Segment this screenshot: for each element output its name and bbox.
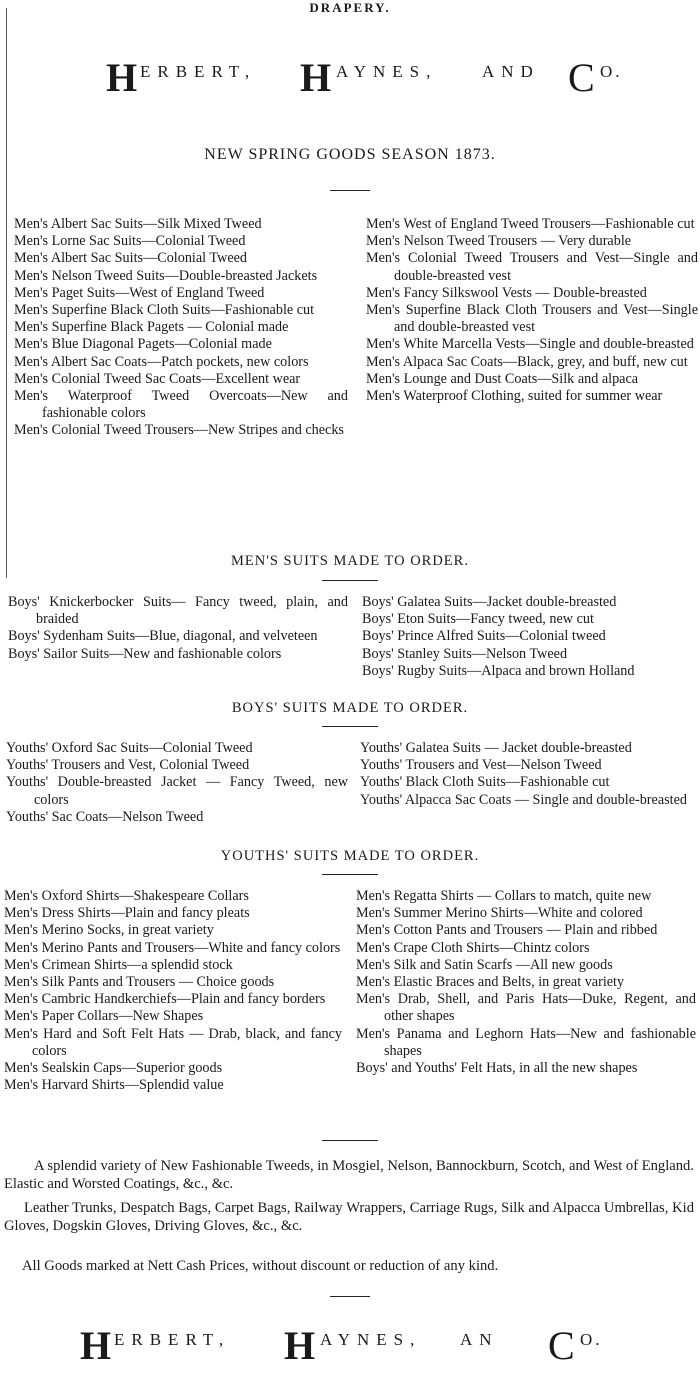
firm-word-aynes: AYNES, <box>320 1330 422 1349</box>
prices-paragraph <box>4 1258 694 1276</box>
list-item: Men's Sealskin Caps—Superior goods <box>4 1060 223 1077</box>
list-item: Men's White Marcella Vests—Single and double-breasted <box>366 336 694 353</box>
list-item: Men's Superfine Black Cloth Suits—Fashionable cut <box>14 302 315 319</box>
list-item: Men's Merino Socks, in great variety <box>4 922 214 939</box>
list-item: Men's Colonial Tweed Trousers and Vest—Single and double-breasted vest <box>366 250 698 284</box>
firm-initial-h: H <box>80 1323 112 1368</box>
list-item: Youths' Galatea Suits — Jacket double-breasted <box>360 740 632 756</box>
paragraph-text: Leather Trunks, Despatch Bags, Carpet Bags, Railway Wrappers, Carriage Rugs, Silk and Alpacca Umbrellas, Kid Gloves, Dogskin Gloves, Driving Gloves, &c., &c. <box>4 1200 694 1234</box>
list-item: Men's Merino Pants and Trousers—White and fancy colors <box>4 939 341 956</box>
tweeds-paragraph <box>4 1158 694 1193</box>
list-item: Men's Hard and Soft Felt Hats — Drab, black, and fancy colors <box>4 1025 342 1059</box>
list-item: Men's Elastic Braces and Belts, in great variety <box>356 974 625 991</box>
list-item: Boys' Knickerbocker Suits— Fancy tweed, plain, and braided <box>8 594 348 628</box>
firm-word-and: AND <box>482 62 540 81</box>
firm-word-co: O. <box>600 62 623 81</box>
accessories-paragraph <box>4 1200 694 1235</box>
firm-word-and: AN <box>460 1330 499 1349</box>
youths-list-right <box>360 740 696 809</box>
list-item: Men's Crape Cloth Shirts—Chintz colors <box>356 939 590 956</box>
mens-list-left <box>14 216 348 440</box>
firm-name-top <box>0 52 700 102</box>
firm-initial-c: C <box>568 55 595 100</box>
list-item: Youths' Sac Coats—Nelson Tweed <box>6 808 204 825</box>
firm-initial-h: H <box>284 1323 316 1368</box>
list-item: Men's Nelson Tweed Trousers — Very durable <box>366 233 632 250</box>
list-item: Men's Cotton Pants and Trousers — Plain and ribbed <box>356 922 658 939</box>
youths-section-heading: YOUTHS' SUITS MADE TO ORDER. <box>220 848 480 864</box>
list-item: Boys' Stanley Suits—Nelson Tweed <box>362 645 568 662</box>
firm-word-erbert: ERBERT, <box>114 1330 231 1349</box>
list-item: Men's Waterproof Tweed Overcoats—New and fashionable colors <box>14 388 348 422</box>
list-item: Men's Lounge and Dust Coats—Silk and alpaca <box>366 370 639 387</box>
list-item: Men's Drab, Shell, and Paris Hats—Duke, Regent, and other shapes <box>356 991 696 1025</box>
list-item: Boys' Sydenham Suits—Blue, diagonal, and velveteen <box>8 628 318 645</box>
firm-word-aynes: AYNES, <box>336 62 438 81</box>
list-item: Men's Cambric Handkerchiefs—Plain and fancy borders <box>4 991 326 1008</box>
list-item: Men's Silk Pants and Trousers — Choice goods <box>4 974 275 991</box>
divider <box>322 1140 378 1141</box>
firm-initial-h: H <box>300 55 332 100</box>
list-item: Men's Nelson Tweed Suits—Double-breasted Jackets <box>14 267 318 284</box>
divider <box>322 726 378 727</box>
list-item: Men's Colonial Tweed Trousers—New Stripes and checks <box>14 422 344 439</box>
firm-initial-h: H <box>106 55 138 100</box>
list-item: Boys' Sailor Suits—New and fashionable colors <box>8 645 282 662</box>
mens-section-heading: MEN'S SUITS MADE TO ORDER. <box>231 553 469 569</box>
list-item: Men's Fancy Silkswool Vests — Double-breasted <box>366 284 647 301</box>
firm-word-co: O. <box>580 1330 603 1349</box>
list-item: Men's Superfine Black Pagets — Colonial made <box>14 319 289 336</box>
mens-list-right <box>366 216 698 405</box>
firm-word-erbert: ERBERT, <box>140 62 257 81</box>
list-item: Men's Lorne Sac Suits—Colonial Tweed <box>14 233 246 250</box>
furnishings-list-right <box>356 888 696 1077</box>
section-header: DRAPERY. <box>309 0 391 15</box>
list-item: Men's Paget Suits—West of England Tweed <box>14 284 265 301</box>
youths-list-left <box>6 740 348 826</box>
list-item: Men's Regatta Shirts — Collars to match, quite new <box>356 888 652 904</box>
list-item: Youths' Oxford Sac Suits—Colonial Tweed <box>6 740 253 756</box>
list-item: Men's Colonial Tweed Sac Coats—Excellent wear <box>14 370 301 387</box>
season-title: NEW SPRING GOODS SEASON 1873. <box>204 146 496 163</box>
list-item: Youths' Trousers and Vest—Nelson Tweed <box>360 757 602 774</box>
list-item: Youths' Alpacca Sac Coats — Single and double-breasted <box>360 791 687 808</box>
list-item: Men's Superfine Black Cloth Trousers and Vest—Single and double-breasted vest <box>366 302 698 336</box>
boys-list-left <box>8 594 348 663</box>
list-item: Men's Albert Sac Suits—Silk Mixed Tweed <box>14 216 262 232</box>
list-item: Youths' Black Cloth Suits—Fashionable cut <box>360 774 610 791</box>
list-item: Men's Albert Sac Coats—Patch pockets, new colors <box>14 353 309 370</box>
divider <box>330 1296 370 1297</box>
list-item: Men's Albert Sac Suits—Colonial Tweed <box>14 250 248 267</box>
list-item: Boys' and Youths' Felt Hats, in all the new shapes <box>356 1060 638 1077</box>
list-item: Men's Summer Merino Shirts—White and colored <box>356 905 643 922</box>
list-item: Men's Harvard Shirts—Splendid value <box>4 1077 224 1094</box>
divider <box>322 874 378 875</box>
divider <box>322 580 378 581</box>
boys-section-heading: BOYS' SUITS MADE TO ORDER. <box>231 700 469 716</box>
list-item: Men's Alpaca Sac Coats—Black, grey, and buff, new cut <box>366 353 688 370</box>
firm-name-bottom <box>0 1318 700 1368</box>
firm-initial-c: C <box>548 1323 575 1368</box>
list-item: Men's Dress Shirts—Plain and fancy pleats <box>4 905 250 922</box>
list-item: Men's Crimean Shirts—a splendid stock <box>4 956 233 973</box>
list-item: Youths' Trousers and Vest, Colonial Tweed <box>6 757 250 774</box>
list-item: Men's Paper Collars—New Shapes <box>4 1008 204 1025</box>
furnishings-list-left <box>4 888 342 1094</box>
paragraph-text: A splendid variety of New Fashionable Tweeds, in Mosgiel, Nelson, Bannockburn, Scotch, and West of England. Elastic and Worsted Coatings, &c., &c. <box>4 1158 694 1192</box>
list-item: Youths' Double-breasted Jacket — Fancy Tweed, new colors <box>6 774 348 808</box>
list-item: Men's Oxford Shirts—Shakespeare Collars <box>4 888 249 904</box>
list-item: Men's Silk and Satin Scarfs —All new goods <box>356 956 613 973</box>
list-item: Boys' Prince Alfred Suits—Colonial tweed <box>362 628 606 645</box>
list-item: Men's Blue Diagonal Pagets—Colonial made <box>14 336 272 353</box>
list-item: Men's West of England Tweed Trousers—Fashionable cut <box>366 216 695 232</box>
list-item: Men's Waterproof Clothing, suited for summer wear <box>366 388 663 405</box>
list-item: Boys' Eton Suits—Fancy tweed, new cut <box>362 611 594 628</box>
boys-list-right <box>362 594 698 680</box>
list-item: Men's Panama and Leghorn Hats—New and fashionable shapes <box>356 1025 696 1059</box>
list-item: Boys' Galatea Suits—Jacket double-breasted <box>362 594 617 610</box>
paragraph-text: All Goods marked at Nett Cash Prices, without discount or reduction of any kind. <box>22 1258 499 1274</box>
list-item: Boys' Rugby Suits—Alpaca and brown Holland <box>362 662 635 679</box>
divider <box>330 190 370 191</box>
